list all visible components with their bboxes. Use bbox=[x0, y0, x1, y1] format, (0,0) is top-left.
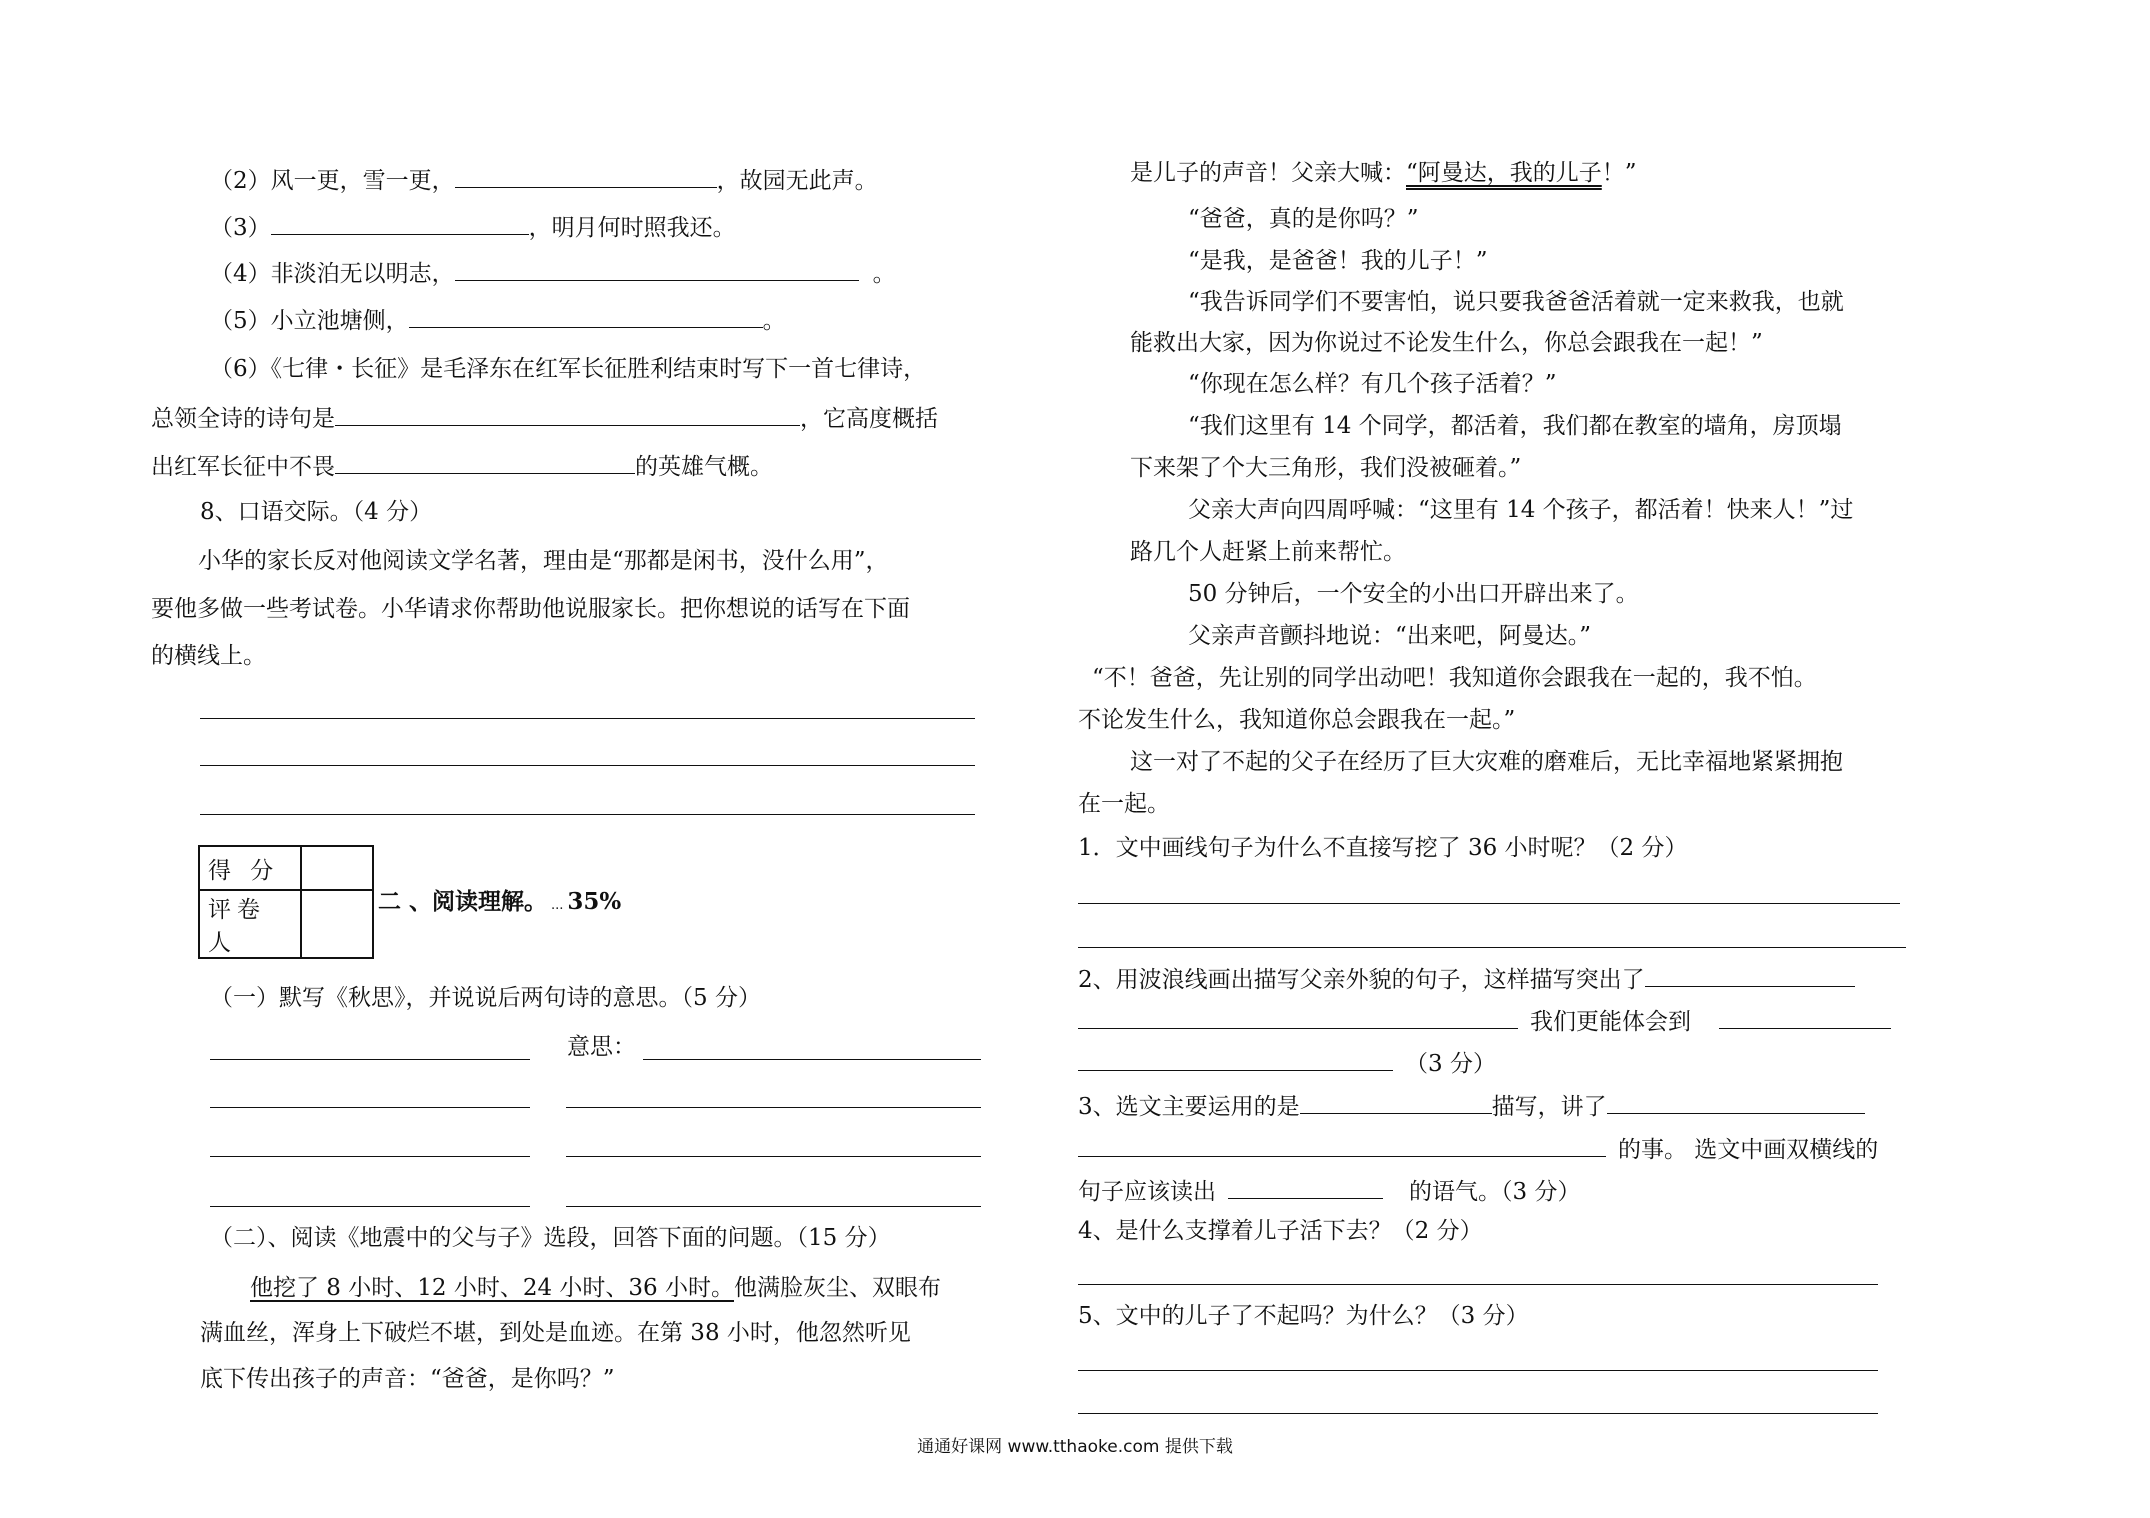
q7-item3 bbox=[210, 210, 736, 244]
question-2 bbox=[1078, 962, 1855, 996]
question-2-mid: 我们更能体会到 bbox=[1530, 1009, 1691, 1035]
poem-line[interactable] bbox=[210, 1156, 530, 1157]
question-1: 1．文中画线句子为什么不直接写挖了 36 小时呢？（2 分） bbox=[1078, 835, 1688, 861]
question-3 bbox=[1078, 1089, 1865, 1123]
q2-blank3[interactable] bbox=[1719, 1004, 1891, 1029]
footer-credit: 通通好课网 www.tthaoke.com 提供下载 bbox=[917, 1437, 1233, 1457]
question-2-score: （3 分） bbox=[1405, 1051, 1496, 1077]
passage-text: ！” bbox=[1601, 160, 1637, 186]
passage-line: “不！爸爸，先让别的同学出动吧！我知道你会跟我在一起的，我不怕。 bbox=[1092, 665, 1817, 691]
answer-line[interactable] bbox=[1078, 1413, 1878, 1414]
answer-line[interactable] bbox=[1078, 1284, 1878, 1285]
poem-line[interactable] bbox=[210, 1059, 530, 1060]
q7-item2 bbox=[210, 163, 878, 197]
q8-line: 的横线上。 bbox=[151, 643, 266, 669]
passage-text: 是儿子的声音！父亲大喊： bbox=[1130, 160, 1406, 186]
grader-cell[interactable] bbox=[301, 890, 373, 958]
q7-item6-line3 bbox=[151, 449, 773, 483]
question-3-line3 bbox=[1078, 1174, 1580, 1208]
score-box bbox=[198, 845, 374, 959]
answer-line[interactable] bbox=[200, 718, 975, 719]
score-label: 得 分 bbox=[199, 846, 301, 890]
passage-line: “我告诉同学们不要害怕，说只要我爸爸活着就一定来救我，也就 bbox=[1188, 289, 1844, 315]
q3-blank2[interactable] bbox=[1607, 1089, 1865, 1114]
passage-line: “爸爸，真的是你吗？” bbox=[1188, 206, 1419, 232]
answer-line[interactable] bbox=[200, 765, 975, 766]
question-3-line2-text: 的事。 选文中画双横线的 bbox=[1618, 1137, 1879, 1163]
q7-item6-blank1[interactable] bbox=[335, 401, 800, 426]
q7-item5-pre: （5）小立池塘侧， bbox=[210, 308, 409, 334]
q7-item5 bbox=[210, 303, 786, 337]
q2-blank4[interactable] bbox=[1078, 1046, 1393, 1071]
passage-line: 下来架了个大三角形，我们没被砸着。” bbox=[1130, 455, 1522, 481]
answer-line[interactable] bbox=[200, 814, 975, 815]
q7-item6-line2 bbox=[151, 401, 938, 435]
passage-line: 这一对了不起的父子在经历了巨大灾难的磨难后，无比幸福地紧紧拥抱 bbox=[1130, 749, 1843, 775]
q7-item2-pre: （2）风一更，雪一更， bbox=[210, 168, 455, 194]
part1-title: （一）默写《秋思》，并说说后两句诗的意思。（5 分） bbox=[210, 985, 761, 1011]
question-3-line2 bbox=[1078, 1132, 1878, 1166]
passage-line: 不论发生什么，我知道你总会跟我在一起。” bbox=[1078, 707, 1516, 733]
part2-title: （二）、阅读《地震中的父与子》选段，回答下面的问题。（15 分） bbox=[210, 1225, 891, 1251]
passage-line: 能救出大家，因为你说过不论发生什么，你总会跟我在一起！” bbox=[1130, 330, 1763, 356]
passage-text: 他满脸灰尘、双眼布 bbox=[734, 1275, 941, 1301]
question-2-line2 bbox=[1078, 1004, 1891, 1038]
passage-line: 满血丝，浑身上下破烂不堪，到处是血迹。在第 38 小时，他忽然听见 bbox=[200, 1320, 911, 1346]
q7-item3-post: ，明月何时照我还。 bbox=[528, 215, 736, 241]
question-4: 4、是什么支撑着儿子活下去？（2 分） bbox=[1078, 1218, 1483, 1244]
passage-line bbox=[1130, 157, 1637, 189]
meaning-line[interactable] bbox=[566, 1107, 981, 1108]
passage-line: 底下传出孩子的声音：“爸爸，是你吗？” bbox=[200, 1366, 615, 1392]
meaning-line[interactable] bbox=[566, 1156, 981, 1157]
passage-line: “你现在怎么样？有几个孩子活着？” bbox=[1188, 371, 1557, 397]
q7-item3-pre: （3） bbox=[210, 215, 271, 241]
meaning-line[interactable] bbox=[566, 1206, 981, 1207]
q7-item6-line3-pre: 出红军长征中不畏 bbox=[151, 454, 335, 480]
passage-line: 父亲声音颤抖地说：“出来吧，阿曼达。” bbox=[1188, 623, 1592, 649]
passage-line: 在一起。 bbox=[1078, 791, 1170, 817]
q7-item6-line2-pre: 总领全诗的诗句是 bbox=[151, 406, 335, 432]
q3-blank4[interactable] bbox=[1228, 1174, 1383, 1199]
answer-line[interactable] bbox=[1078, 947, 1906, 948]
passage-line bbox=[250, 1272, 941, 1304]
grader-label: 评卷人 bbox=[199, 890, 301, 958]
q3-blank1[interactable] bbox=[1300, 1089, 1492, 1114]
q7-item2-blank[interactable] bbox=[455, 163, 717, 188]
question-5: 5、文中的儿子了不起吗？为什么？（3 分） bbox=[1078, 1303, 1529, 1329]
q7-item5-post: 。 bbox=[762, 308, 786, 334]
q7-item4-pre: （4）非淡泊无以明志， bbox=[210, 261, 455, 287]
section2-heading bbox=[378, 886, 621, 922]
q7-item2-post: ，故园无此声。 bbox=[716, 168, 878, 194]
section2-dots: ... bbox=[551, 898, 564, 913]
poem-line[interactable] bbox=[210, 1107, 530, 1108]
section2-percent: 35% bbox=[567, 888, 622, 915]
double-underlined-sentence: “阿曼达，我的儿子 bbox=[1406, 160, 1602, 186]
meaning-line[interactable] bbox=[643, 1059, 981, 1060]
q7-item6-line3-post: 的英雄气概。 bbox=[635, 454, 773, 480]
q7-item6-line1: （6）《七律・长征》是毛泽东在红军长征胜利结束时写下一首七律诗， bbox=[210, 356, 927, 382]
q8-title: 8、口语交际。（4 分） bbox=[200, 499, 433, 525]
answer-line[interactable] bbox=[1078, 903, 1900, 904]
passage-line: “是我，是爸爸！我的儿子！” bbox=[1188, 248, 1488, 274]
q7-item5-blank[interactable] bbox=[409, 303, 763, 328]
q7-item6-blank2[interactable] bbox=[335, 449, 635, 474]
q3-blank3[interactable] bbox=[1078, 1132, 1606, 1157]
underlined-sentence: 他挖了 8 小时、12 小时、24 小时、36 小时。 bbox=[250, 1275, 734, 1301]
q7-item4-post: 。 bbox=[872, 261, 896, 287]
passage-line: 父亲大声向四周呼喊：“这里有 14 个孩子，都活着！快来人！”过 bbox=[1188, 497, 1854, 523]
poem-line[interactable] bbox=[210, 1206, 530, 1207]
passage-line: “我们这里有 14 个同学，都活着，我们都在教室的墙角，房顶塌 bbox=[1188, 413, 1842, 439]
q7-item4-blank[interactable] bbox=[455, 256, 859, 281]
passage-line: 路几个人赶紧上前来帮忙。 bbox=[1130, 539, 1406, 565]
score-cell[interactable] bbox=[301, 846, 373, 890]
question-2-line3 bbox=[1078, 1046, 1496, 1080]
meaning-label: 意思： bbox=[567, 1034, 636, 1060]
q8-line: 小华的家长反对他阅读文学名著，理由是“那都是闲书，没什么用”， bbox=[198, 548, 889, 574]
q7-item3-blank[interactable] bbox=[271, 210, 529, 235]
q7-item6-line2-post: ，它高度概括 bbox=[800, 406, 938, 432]
answer-line[interactable] bbox=[1078, 1370, 1878, 1371]
q2-blank1[interactable] bbox=[1645, 962, 1855, 987]
question-2-text: 2、用波浪线画出描写父亲外貌的句子，这样描写突出了 bbox=[1078, 967, 1645, 993]
q2-blank2[interactable] bbox=[1078, 1004, 1518, 1029]
q8-line: 要他多做一些考试卷。小华请求你帮助他说服家长。把你想说的话写在下面 bbox=[151, 596, 910, 622]
section2-title: 二 、阅读理解。 bbox=[378, 888, 548, 915]
passage-line: 50 分钟后，一个安全的小出口开辟出来了。 bbox=[1188, 581, 1639, 607]
question-3-line3-pre: 句子应该读出 bbox=[1078, 1179, 1216, 1205]
question-3-mid: 描写，讲了 bbox=[1491, 1094, 1607, 1120]
question-3-line3-post: 的语气。（3 分） bbox=[1409, 1179, 1581, 1205]
question-3-text: 3、选文主要运用的是 bbox=[1078, 1094, 1300, 1120]
q7-item4 bbox=[210, 256, 896, 290]
